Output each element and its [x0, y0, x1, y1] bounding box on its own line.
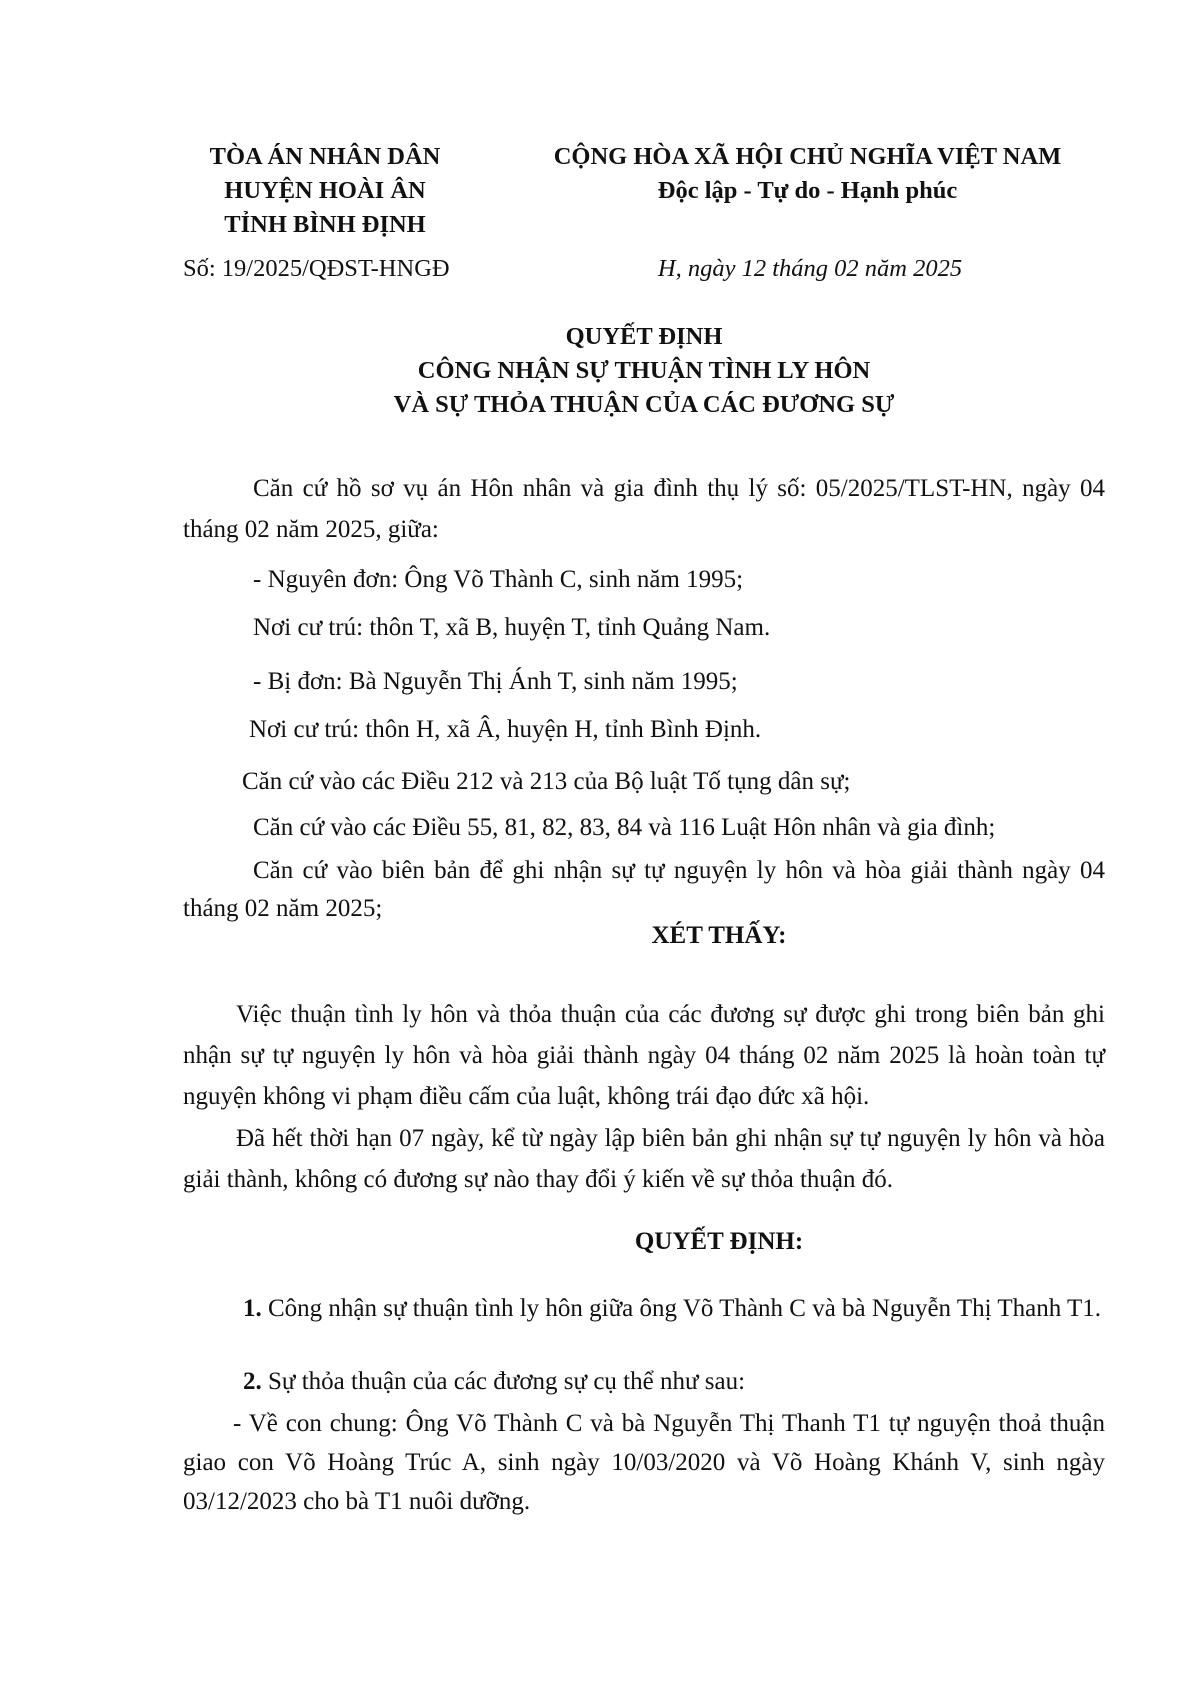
decision-item-2-text: Sự thỏa thuận của các đương sự cụ thể như sau:: [261, 1368, 746, 1395]
document-title-line2: CÔNG NHẬN SỰ THUẬN TÌNH LY HÔN: [417, 357, 871, 384]
plaintiff-address: Nơi cư trú: thôn T, xã B, huyện T, tỉnh Quảng Nam.: [253, 614, 771, 641]
basis-case-paragraph: Căn cứ hồ sơ vụ án Hôn nhân và gia đình thụ lý số: 05/2025/TLST-HN, ngày 04 tháng 02 năm 2025, giữa:: [183, 475, 1105, 543]
national-title: CỘNG HÒA XÃ HỘI CHỦ NGHĨA VIỆT NAM: [553, 143, 1062, 170]
document-title-line3: VÀ SỰ THỎA THUẬN CỦA CÁC ĐƯƠNG SỰ: [393, 391, 895, 418]
document-title-line1: QUYẾT ĐỊNH: [565, 323, 723, 350]
decision-item-1-number: 1.: [243, 1295, 262, 1322]
court-name-block: [170, 140, 480, 242]
defendant-line: - Bị đơn: Bà Nguyễn Thị Ánh T, sinh năm 1995;: [253, 668, 738, 695]
decision-heading: QUYẾT ĐỊNH:: [634, 1228, 804, 1255]
decision-item-2: [243, 1368, 745, 1396]
basis-record-paragraph: Căn cứ vào biên bản để ghi nhận sự tự nguyện ly hôn và hòa giải thành ngày 04 tháng 02 năm 2025;: [183, 857, 1105, 922]
court-name-line3: TỈNH BÌNH ĐỊNH: [224, 211, 426, 238]
court-name-line2: HUYỆN HOÀI ÂN: [224, 177, 426, 204]
finding-paragraph-2: Đã hết thời hạn 07 ngày, kể từ ngày lập biên bản ghi nhận sự tự nguyện ly hôn và hòa giải thành, không có đương sự nào thay đổi ý kiến về sự thỏa thuận đó.: [183, 1125, 1105, 1193]
decision-item-1: [183, 1290, 1105, 1328]
document-number: Số: 19/2025/QĐST-HNGĐ: [183, 255, 450, 282]
basis-law-2: Căn cứ vào các Điều 55, 81, 82, 83, 84 và 116 Luật Hôn nhân và gia đình;: [253, 814, 996, 841]
document-title-block: [183, 320, 1105, 422]
plaintiff-line: - Nguyên đơn: Ông Võ Thành C, sinh năm 1995;: [253, 566, 744, 593]
defendant-address: Nơi cư trú: thôn H, xã Â, huyện H, tỉnh Bình Định.: [249, 716, 762, 743]
issue-date: H, ngày 12 tháng 02 năm 2025: [657, 255, 963, 282]
findings-heading: XÉT THẤY:: [651, 922, 787, 949]
court-name-line1: TÒA ÁN NHÂN DÂN: [209, 143, 441, 170]
decision-item-1-text: Công nhận sự thuận tình ly hôn giữa ông Võ Thành C và bà Nguyễn Thị Thanh T1.: [261, 1295, 1102, 1322]
national-header-block: [510, 140, 1105, 208]
finding-paragraph-1: Việc thuận tình ly hôn và thỏa thuận của các đương sự được ghi trong biên bản ghi nhận sự tự nguyện ly hôn và hòa giải thành ngày 04 tháng 02 năm 2025 là hoàn toàn tự nguyện không vi phạm điều cấm của luật, không trái đạo đức xã hội.: [183, 1001, 1105, 1110]
decision-children-paragraph: - Về con chung: Ông Võ Thành C và bà Nguyễn Thị Thanh T1 tự nguyện thoả thuận giao con Võ Hoàng Trúc A, sinh ngày 10/03/2020 và Võ Hoàng Khánh V, sinh ngày 03/12/2023 cho bà T1 nuôi dưỡng.: [183, 1410, 1105, 1515]
basis-law-1: Căn cứ vào các Điều 212 và 213 của Bộ luật Tố tụng dân sự;: [242, 768, 851, 795]
decision-item-2-number: 2.: [243, 1368, 262, 1395]
national-motto: Độc lập - Tự do - Hạnh phúc: [657, 177, 958, 204]
